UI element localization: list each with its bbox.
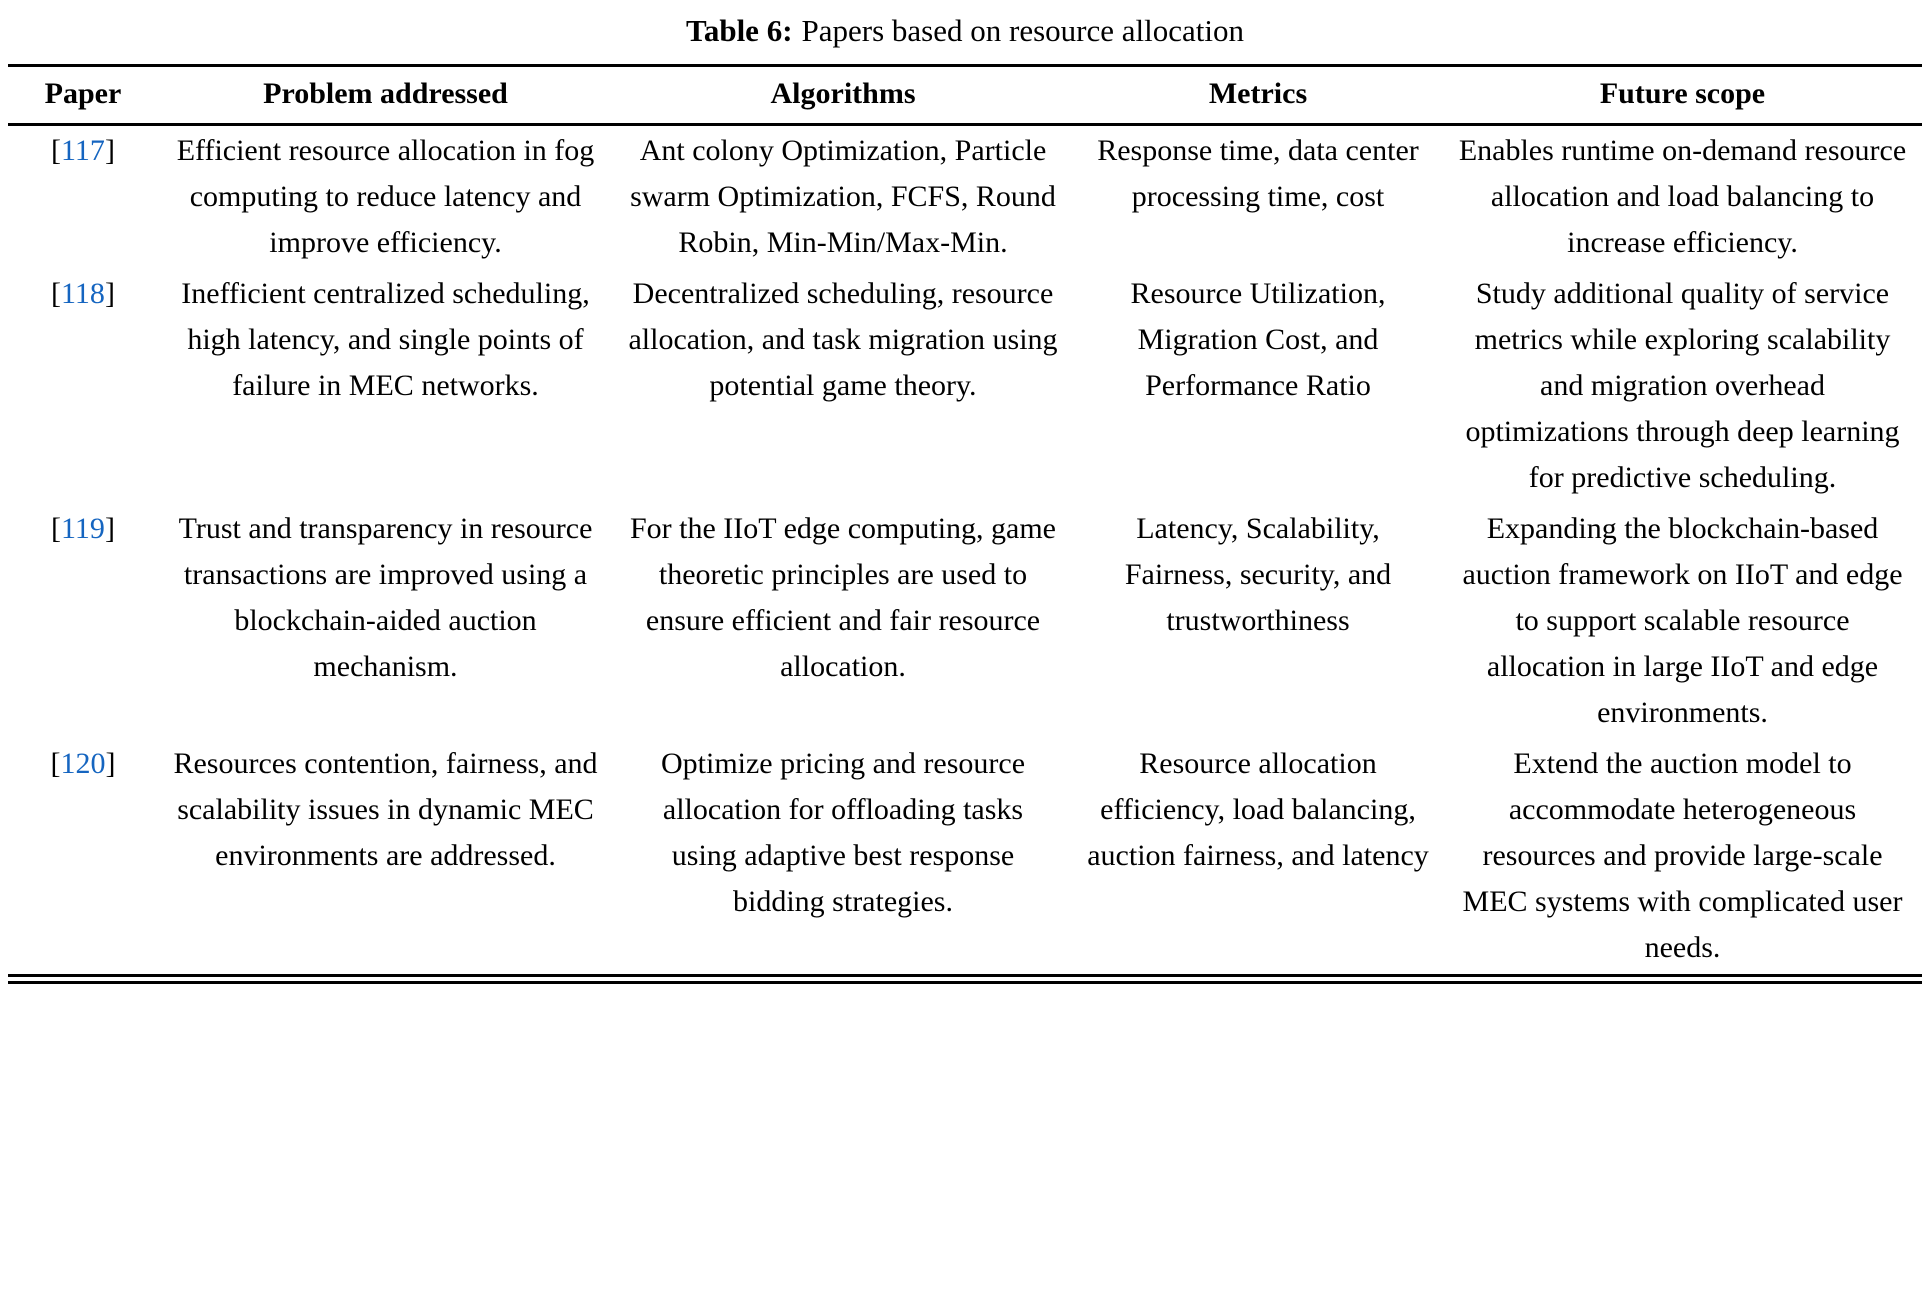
table-caption-label: Table 6: <box>686 13 793 48</box>
column-header-paper: Paper <box>8 66 158 125</box>
algorithms-cell: Ant colony Optimization, Particle swarm Optimization, FCFS, Round Robin, Min-Min/Max-Min. <box>630 134 1056 259</box>
citation-bracket-close: ] <box>105 747 116 780</box>
citation-bracket-open: [ <box>50 747 61 780</box>
table-row <box>8 504 1922 739</box>
paper-cell <box>8 504 158 739</box>
citation-bracket-close: ] <box>104 134 115 167</box>
problem-cell: Resources contention, fairness, and scalability issues in dynamic MEC environments are addressed. <box>173 747 598 872</box>
column-header-algorithms: Algorithms <box>613 66 1073 125</box>
paper-cell <box>8 125 158 270</box>
table-caption <box>8 0 1922 64</box>
table-caption-text: Papers based on resource allocation <box>801 13 1244 48</box>
column-header-metrics: Metrics <box>1073 66 1443 125</box>
paper-cell <box>8 739 158 976</box>
problem-cell: Inefficient centralized scheduling, high latency, and single points of failure in MEC networks. <box>181 277 590 402</box>
algorithms-cell: For the IIoT edge computing, game theoretic principles are used to ensure efficient and fair resource allocation. <box>629 512 1056 683</box>
resource-allocation-table <box>8 64 1922 977</box>
algorithms-cell: Optimize pricing and resource allocation for offloading tasks using adaptive best response bidding strategies. <box>660 747 1026 918</box>
citation-bracket-open: [ <box>51 512 62 545</box>
paper-cell <box>8 269 158 504</box>
paper-page <box>8 0 1922 984</box>
future-scope-cell: Expanding the blockchain-based auction framework on IIoT and edge to support scalable resource allocation in large IIoT and edge environments. <box>1462 512 1903 729</box>
table-row <box>8 269 1922 504</box>
citation-bracket-close: ] <box>104 277 115 310</box>
column-header-problem-addressed: Problem addressed <box>158 66 613 125</box>
table-row <box>8 125 1922 270</box>
future-scope-cell: Enables runtime on-demand resource allocation and load balancing to increase efficiency. <box>1458 134 1907 259</box>
column-header-future-scope: Future scope <box>1443 66 1922 125</box>
future-scope-cell: Extend the auction model to accommodate heterogeneous resources and provide large-scale MEC systems with complicated user needs. <box>1462 747 1903 964</box>
citation-link[interactable]: 120 <box>60 747 106 780</box>
metrics-cell: Latency, Scalability, Fairness, security, and trustworthiness <box>1124 512 1392 637</box>
header-row <box>8 66 1922 125</box>
citation-link[interactable]: 117 <box>61 134 105 167</box>
citation-bracket-open: [ <box>51 277 62 310</box>
citation-bracket-open: [ <box>51 134 62 167</box>
problem-cell: Efficient resource allocation in fog computing to reduce latency and improve efficiency. <box>176 134 595 259</box>
table-row <box>8 739 1922 976</box>
future-scope-cell: Study additional quality of service metrics while exploring scalability and migration overhead optimizations through deep learning for predictive scheduling. <box>1465 277 1900 494</box>
citation-link[interactable]: 118 <box>61 277 105 310</box>
table-bottom-rule <box>8 981 1922 984</box>
metrics-cell: Resource Utilization, Migration Cost, and Performance Ratio <box>1130 277 1386 402</box>
metrics-cell: Response time, data center processing time, cost <box>1097 134 1419 213</box>
metrics-cell: Resource allocation efficiency, load balancing, auction fairness, and latency <box>1087 747 1429 872</box>
problem-cell: Trust and transparency in resource transactions are improved using a blockchain-aided auction mechanism. <box>178 512 593 683</box>
algorithms-cell: Decentralized scheduling, resource allocation, and task migration using potential game theory. <box>628 277 1058 402</box>
citation-link[interactable]: 119 <box>61 512 105 545</box>
citation-bracket-close: ] <box>104 512 115 545</box>
